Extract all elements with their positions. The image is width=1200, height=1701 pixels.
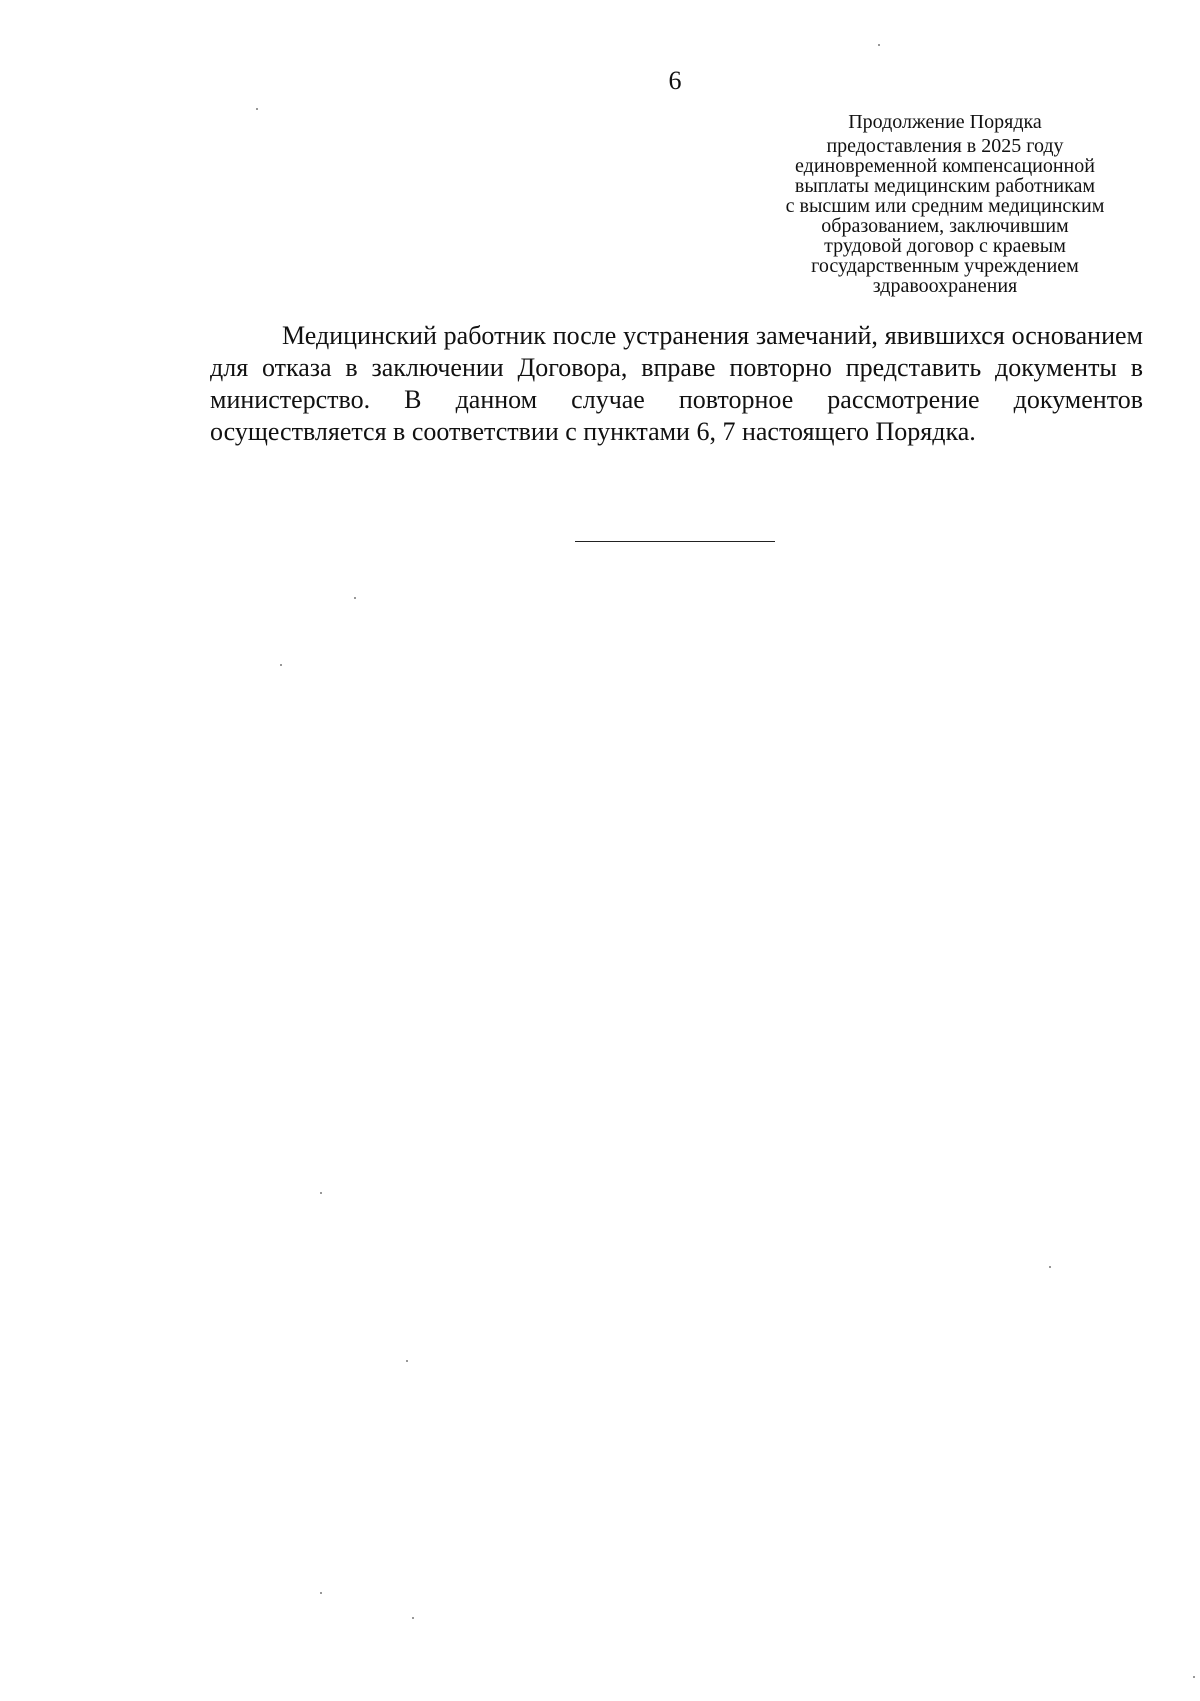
scan-speck [1049,1266,1051,1268]
scan-speck [406,1360,408,1362]
body-paragraph: Медицинский работник после устранения замечаний, явившихся основанием для отказа в заключении Договора, вправе повторно представить документы в министерство. В данном случае повторное рассмотрение документов осуществляется в соответствии с пунктами 6, 7 настоящего Порядка. [210,321,1143,446]
scan-speck [320,1592,322,1594]
closing-divider [575,541,775,542]
header-line: государственным учреждением [811,255,1079,277]
scan-speck [412,1617,414,1619]
scan-speck [354,597,356,599]
header-line: трудовой договор с краевым [824,235,1066,257]
header-line: единовременной компенсационной [795,155,1095,177]
header-line: предоставления в 2025 году [826,135,1064,157]
header-line: выплаты медицинским работникам [794,175,1096,197]
scan-speck [280,664,282,666]
header-continuation-block [735,112,1155,296]
scan-speck [256,108,258,110]
header-line: Продолжение Порядка [848,111,1042,133]
page-number: 6 [668,66,682,95]
scan-speck [878,44,880,46]
header-line: с высшим или средним медицинским [785,195,1105,217]
scan-speck [320,1192,322,1194]
scan-speck [1193,1676,1195,1678]
header-line: образованием, заключившим [821,215,1069,237]
header-line: здравоохранения [872,275,1018,297]
